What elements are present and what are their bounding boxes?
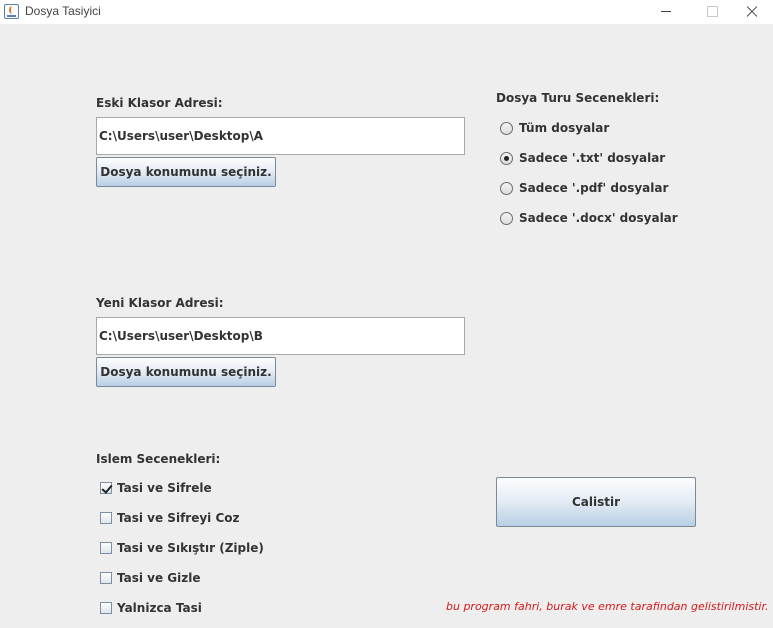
operation-option[interactable]: [100, 481, 212, 495]
target-browse-button[interactable]: Dosya konumunu seçiniz.: [96, 357, 276, 387]
file-type-option-label: Sadece '.txt' dosyalar: [519, 151, 666, 165]
radio-unselected-icon[interactable]: [500, 122, 513, 135]
close-icon[interactable]: [735, 0, 773, 24]
source-folder-label: Eski Klasor Adresi:: [96, 96, 223, 110]
operation-option[interactable]: [100, 541, 264, 555]
radio-unselected-icon[interactable]: [500, 212, 513, 225]
java-cup-icon: [4, 4, 19, 19]
title-bar: [0, 0, 773, 24]
operation-option-label: Tasi ve Sıkıştır (Ziple): [117, 541, 264, 555]
radio-selected-icon[interactable]: [500, 152, 513, 165]
credit-text: bu program fahri, burak ve emre tarafindan gelistirilmistir.: [446, 600, 769, 613]
operation-option-label: Yalnizca Tasi: [117, 601, 202, 615]
operation-option[interactable]: [100, 601, 202, 615]
source-path-field[interactable]: [96, 117, 465, 155]
file-type-option-label: Tüm dosyalar: [519, 121, 610, 135]
target-path-input[interactable]: [99, 328, 459, 344]
file-type-option-label: Sadece '.docx' dosyalar: [519, 211, 678, 225]
file-type-option-label: Sadece '.pdf' dosyalar: [519, 181, 669, 195]
operations-label: Islem Secenekleri:: [96, 452, 221, 466]
radio-unselected-icon[interactable]: [500, 182, 513, 195]
file-type-option[interactable]: [500, 181, 668, 195]
source-browse-button[interactable]: Dosya konumunu seçiniz.: [96, 157, 276, 187]
maximize-icon[interactable]: [689, 0, 735, 24]
checkbox-checked-icon[interactable]: [100, 482, 112, 494]
run-button[interactable]: Calistir: [496, 477, 696, 527]
operation-option[interactable]: [100, 511, 240, 525]
operation-option-label: Tasi ve Sifreyi Coz: [117, 511, 240, 525]
file-type-option[interactable]: [500, 211, 678, 225]
operation-option-label: Tasi ve Sifrele: [117, 481, 212, 495]
checkbox-unchecked-icon[interactable]: [100, 512, 112, 524]
minimize-icon[interactable]: [643, 0, 689, 24]
window-title: Dosya Tasiyici: [25, 4, 101, 18]
source-path-input[interactable]: [99, 128, 459, 144]
operation-option[interactable]: [100, 571, 201, 585]
target-folder-label: Yeni Klasor Adresi:: [96, 296, 224, 310]
checkbox-unchecked-icon[interactable]: [100, 602, 112, 614]
target-path-field[interactable]: [96, 317, 465, 355]
file-type-label: Dosya Turu Secenekleri:: [496, 91, 660, 105]
checkbox-unchecked-icon[interactable]: [100, 572, 112, 584]
file-type-option[interactable]: [500, 121, 609, 135]
file-type-option[interactable]: [500, 151, 665, 165]
operation-option-label: Tasi ve Gizle: [117, 571, 201, 585]
checkbox-unchecked-icon[interactable]: [100, 542, 112, 554]
